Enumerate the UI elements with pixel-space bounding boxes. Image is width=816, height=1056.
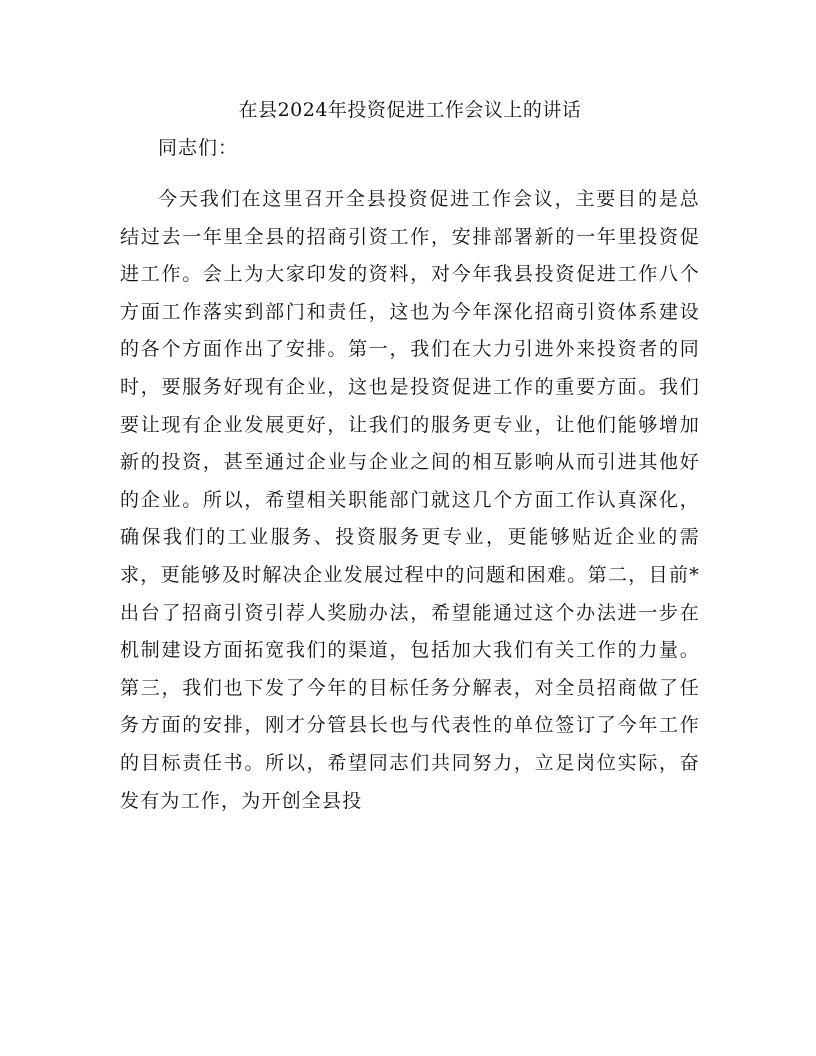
document-title: 在县2024年投资促进工作会议上的讲话 [238, 99, 582, 121]
document-page [120, 92, 700, 820]
salutation: 同志们： [158, 137, 239, 159]
body-paragraph: 今天我们在这里召开全县投资促进工作会议，主要目的是总结过去一年里全县的招商引资工作，安排部署新的一年里投资促进工作。会上为大家印发的资料，对今年我县投资促进工作八个方面工作落实到部门和责任，这也为今年深化招商引资体系建设的各个方面作出了安排。第一，我们在大力引进外来投资者的同时，要服务好现有企业，这也是投资促进工作的重要方面。我们要让现有企业发展更好，让我们的服务更专业，让他们能够增加新的投资，甚至通过企业与企业之间的相互影响从而引进其他好的企业。所以，希望相关职能部门就这几个方面工作认真深化，确保我们的工业服务、投资服务更专业，更能够贴近企业的需求，更能够及时解决企业发展过程中的问题和困难。第二，目前*出台了招商引资引荐人奖励办法，希望能通过这个办法进一步在机制建设方面拓宽我们的渠道，包括加大我们有关工作的力量。第三，我们也下发了今年的目标任务分解表，对全员招商做了任务方面的安排，刚才分管县长也与代表性的单位签订了今年工作的目标责任书。所以，希望同志们共同努力，立足岗位实际，奋发有为工作，为开创全县投 [120, 188, 700, 812]
